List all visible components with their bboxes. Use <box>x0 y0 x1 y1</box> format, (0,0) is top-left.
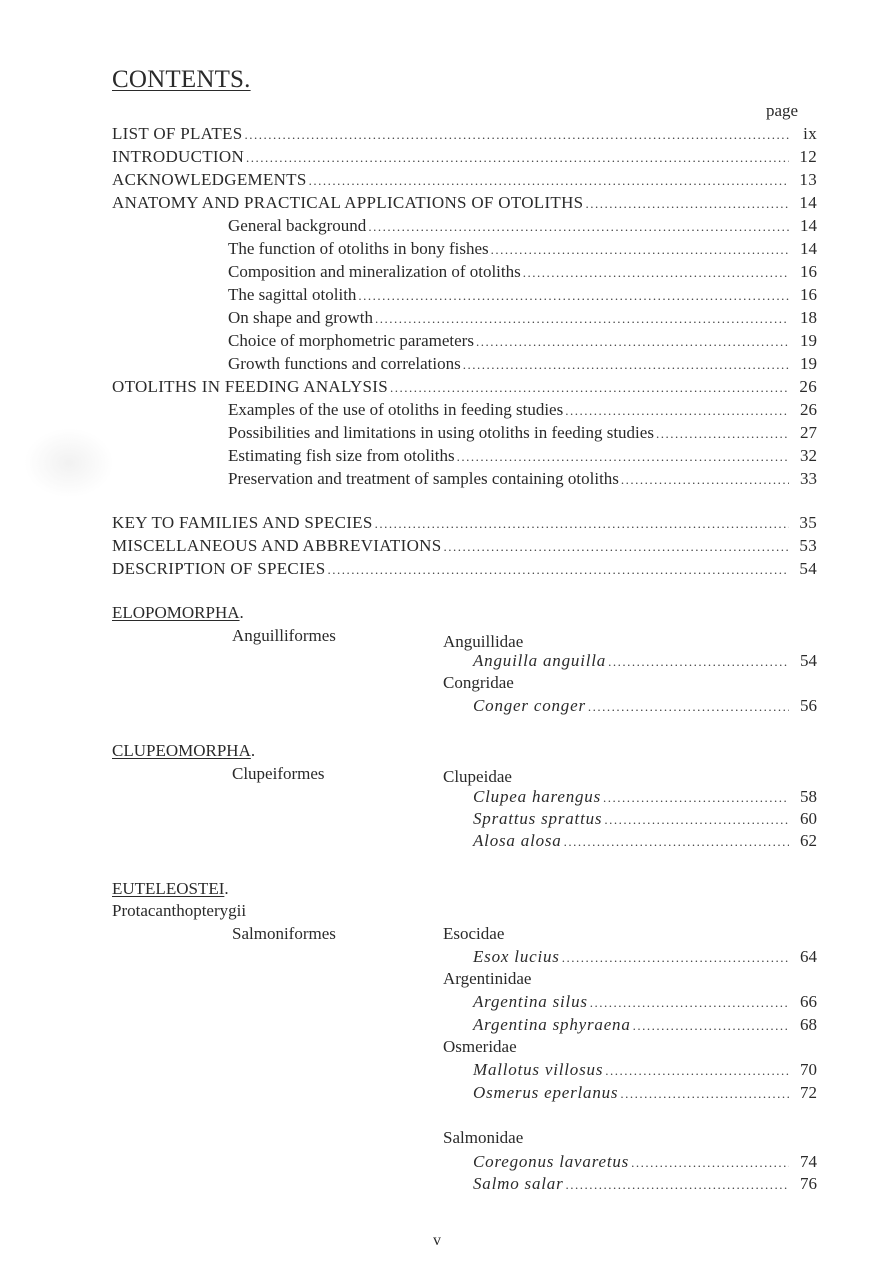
toc-subentry[interactable] <box>228 399 817 421</box>
leader-dots <box>476 331 789 353</box>
toc-label: KEY TO FAMILIES AND SPECIES <box>112 513 373 532</box>
cohort-heading-euteleostei: EUTELEOSTEI. <box>112 879 229 898</box>
cohort-name: EUTELEOSTEI <box>112 879 225 898</box>
species-page: 74 <box>800 1152 817 1171</box>
leader-dots <box>565 400 789 422</box>
cohort-heading-clupeomorpha: CLUPEOMORPHA. <box>112 741 256 760</box>
scan-smudge <box>24 428 114 498</box>
leader-dots <box>523 262 789 284</box>
leader-dots <box>358 285 789 307</box>
leader-dots <box>621 469 789 491</box>
toc-label: Examples of the use of otoliths in feeding studies <box>228 400 564 419</box>
toc-label: ANATOMY AND PRACTICAL APPLICATIONS OF OTOLITHS <box>112 193 584 212</box>
toc-label: MISCELLANEOUS AND ABBREVIATIONS <box>112 536 442 555</box>
page-title: CONTENTS. <box>112 66 251 93</box>
species-page: 66 <box>800 992 817 1011</box>
toc-label: INTRODUCTION <box>112 147 245 166</box>
order-name: Anguilliformes <box>232 626 336 645</box>
species-name: Salmo salar <box>473 1174 564 1193</box>
species-name: Anguilla anguilla <box>473 651 607 670</box>
leader-dots <box>564 831 789 853</box>
toc-label: OTOLITHS IN FEEDING ANALYSIS <box>112 377 389 396</box>
toc-subentry[interactable] <box>228 468 817 490</box>
leader-dots <box>244 124 789 146</box>
toc-subentry[interactable] <box>228 261 817 283</box>
cohort-heading-elopomorpha: ELOPOMORPHA. <box>112 603 244 622</box>
toc-label: Preservation and treatment of samples containing otoliths <box>228 469 619 488</box>
page-column-header: page <box>766 101 799 120</box>
leader-dots <box>491 239 789 261</box>
toc-label: Choice of morphometric parameters <box>228 331 474 350</box>
toc-page: 16 <box>800 262 817 281</box>
species-name: Coregonus lavaretus <box>473 1152 630 1171</box>
toc-subentry[interactable] <box>228 445 817 467</box>
toc-page: 16 <box>800 285 817 304</box>
toc-page: 54 <box>799 559 817 578</box>
toc-page: 12 <box>799 147 817 166</box>
toc-page: 53 <box>799 536 817 555</box>
leader-dots <box>457 446 789 468</box>
toc-page: 14 <box>799 193 817 212</box>
species-entry[interactable] <box>473 991 817 1013</box>
species-name: Argentina silus <box>473 992 588 1011</box>
toc-label: Composition and mineralization of otoliths <box>228 262 521 281</box>
leader-dots <box>327 559 789 581</box>
toc-page: 27 <box>800 423 817 442</box>
species-page: 54 <box>800 651 817 670</box>
toc-entry-miscellaneous[interactable] <box>112 535 817 557</box>
toc-entry-list-of-plates[interactable] <box>112 123 817 145</box>
toc-entry-acknowledgements[interactable] <box>112 169 817 191</box>
species-entry[interactable] <box>473 650 817 672</box>
toc-page: 32 <box>800 446 817 465</box>
family-name: Clupeidae <box>443 767 512 786</box>
species-name: Argentina sphyraena <box>473 1015 631 1034</box>
toc-page: 35 <box>799 513 817 532</box>
toc-page: ix <box>803 124 817 143</box>
toc-page: 19 <box>800 354 817 373</box>
toc-subentry[interactable] <box>228 353 817 375</box>
leader-dots <box>608 651 789 673</box>
species-entry[interactable] <box>473 1059 817 1081</box>
toc-page: 26 <box>799 377 817 396</box>
leader-dots <box>605 1060 789 1082</box>
family-name: Anguillidae <box>443 632 524 651</box>
leader-dots <box>631 1152 789 1174</box>
family-name: Argentinidae <box>443 969 532 988</box>
toc-page: 33 <box>800 469 817 488</box>
leader-dots <box>588 696 789 718</box>
species-name: Clupea harengus <box>473 787 602 806</box>
leader-dots <box>562 947 789 969</box>
leader-dots <box>590 992 789 1014</box>
toc-label: The sagittal otolith <box>228 285 357 304</box>
cohort-name: CLUPEOMORPHA <box>112 741 251 760</box>
species-entry[interactable] <box>473 1173 817 1195</box>
toc-label: LIST OF PLATES <box>112 124 243 143</box>
species-entry[interactable] <box>473 695 817 717</box>
toc-subentry[interactable] <box>228 307 817 329</box>
species-page: 64 <box>800 947 817 966</box>
species-page: 56 <box>800 696 817 715</box>
toc-subentry[interactable] <box>228 238 817 260</box>
leader-dots <box>585 193 789 215</box>
toc-subentry[interactable] <box>228 215 817 237</box>
page-folio: v <box>433 1232 441 1249</box>
superorder-name: Protacanthopterygii <box>112 901 247 920</box>
leader-dots <box>603 787 789 809</box>
species-entry[interactable] <box>473 808 817 830</box>
species-entry[interactable] <box>473 1014 817 1036</box>
toc-page: 19 <box>800 331 817 350</box>
species-entry[interactable] <box>473 1082 817 1104</box>
species-entry[interactable] <box>473 1151 817 1173</box>
species-name: Sprattus sprattus <box>473 809 603 828</box>
leader-dots <box>309 170 789 192</box>
leader-dots <box>375 308 789 330</box>
toc-entry-description[interactable] <box>112 558 817 580</box>
species-page: 58 <box>800 787 817 806</box>
toc-entry-anatomy[interactable] <box>112 192 817 214</box>
species-name: Mallotus villosus <box>473 1060 604 1079</box>
toc-page: 26 <box>800 400 817 419</box>
leader-dots <box>566 1174 789 1196</box>
species-name: Conger conger <box>473 696 586 715</box>
species-name: Esox lucius <box>473 947 560 966</box>
toc-page: 13 <box>799 170 817 189</box>
toc-label: General background <box>228 216 367 235</box>
leader-dots <box>620 1083 789 1105</box>
toc-subentry[interactable] <box>228 422 817 444</box>
leader-dots <box>656 423 789 445</box>
toc-entry-key[interactable] <box>112 512 817 534</box>
family-name: Esocidae <box>443 924 505 943</box>
leader-dots <box>375 513 789 535</box>
family-name: Congridae <box>443 673 514 692</box>
species-entry[interactable] <box>473 786 817 808</box>
species-name: Alosa alosa <box>473 831 562 850</box>
species-page: 60 <box>800 809 817 828</box>
species-page: 68 <box>800 1015 817 1034</box>
toc-label: Possibilities and limitations in using otoliths in feeding studies <box>228 423 654 442</box>
toc-label: The function of otoliths in bony fishes <box>228 239 489 258</box>
toc-label: Estimating fish size from otoliths <box>228 446 455 465</box>
toc-entry-introduction[interactable] <box>112 146 817 168</box>
species-page: 70 <box>800 1060 817 1079</box>
leader-dots <box>246 147 789 169</box>
leader-dots <box>444 536 790 558</box>
toc-page: 14 <box>800 216 817 235</box>
leader-dots <box>633 1015 789 1037</box>
toc-label: DESCRIPTION OF SPECIES <box>112 559 326 578</box>
species-entry[interactable] <box>473 946 817 968</box>
order-name: Salmoniformes <box>232 924 336 943</box>
toc-label: ACKNOWLEDGEMENTS <box>112 170 307 189</box>
order-name: Clupeiformes <box>232 764 325 783</box>
toc-label: Growth functions and correlations <box>228 354 461 373</box>
species-entry[interactable] <box>473 830 817 852</box>
toc-subentry[interactable] <box>228 330 817 352</box>
species-page: 62 <box>800 831 817 850</box>
leader-dots <box>368 216 789 238</box>
toc-subentry[interactable] <box>228 284 817 306</box>
family-name: Osmeridae <box>443 1037 517 1056</box>
cohort-name: ELOPOMORPHA <box>112 603 240 622</box>
toc-entry-feeding-analysis[interactable] <box>112 376 817 398</box>
leader-dots <box>604 809 789 831</box>
leader-dots <box>390 377 789 399</box>
toc-page: 18 <box>800 308 817 327</box>
toc-page: 14 <box>800 239 817 258</box>
leader-dots <box>463 354 789 376</box>
species-name: Osmerus eperlanus <box>473 1083 619 1102</box>
toc-label: On shape and growth <box>228 308 373 327</box>
species-page: 76 <box>800 1174 817 1193</box>
family-name: Salmonidae <box>443 1128 524 1147</box>
species-page: 72 <box>800 1083 817 1102</box>
